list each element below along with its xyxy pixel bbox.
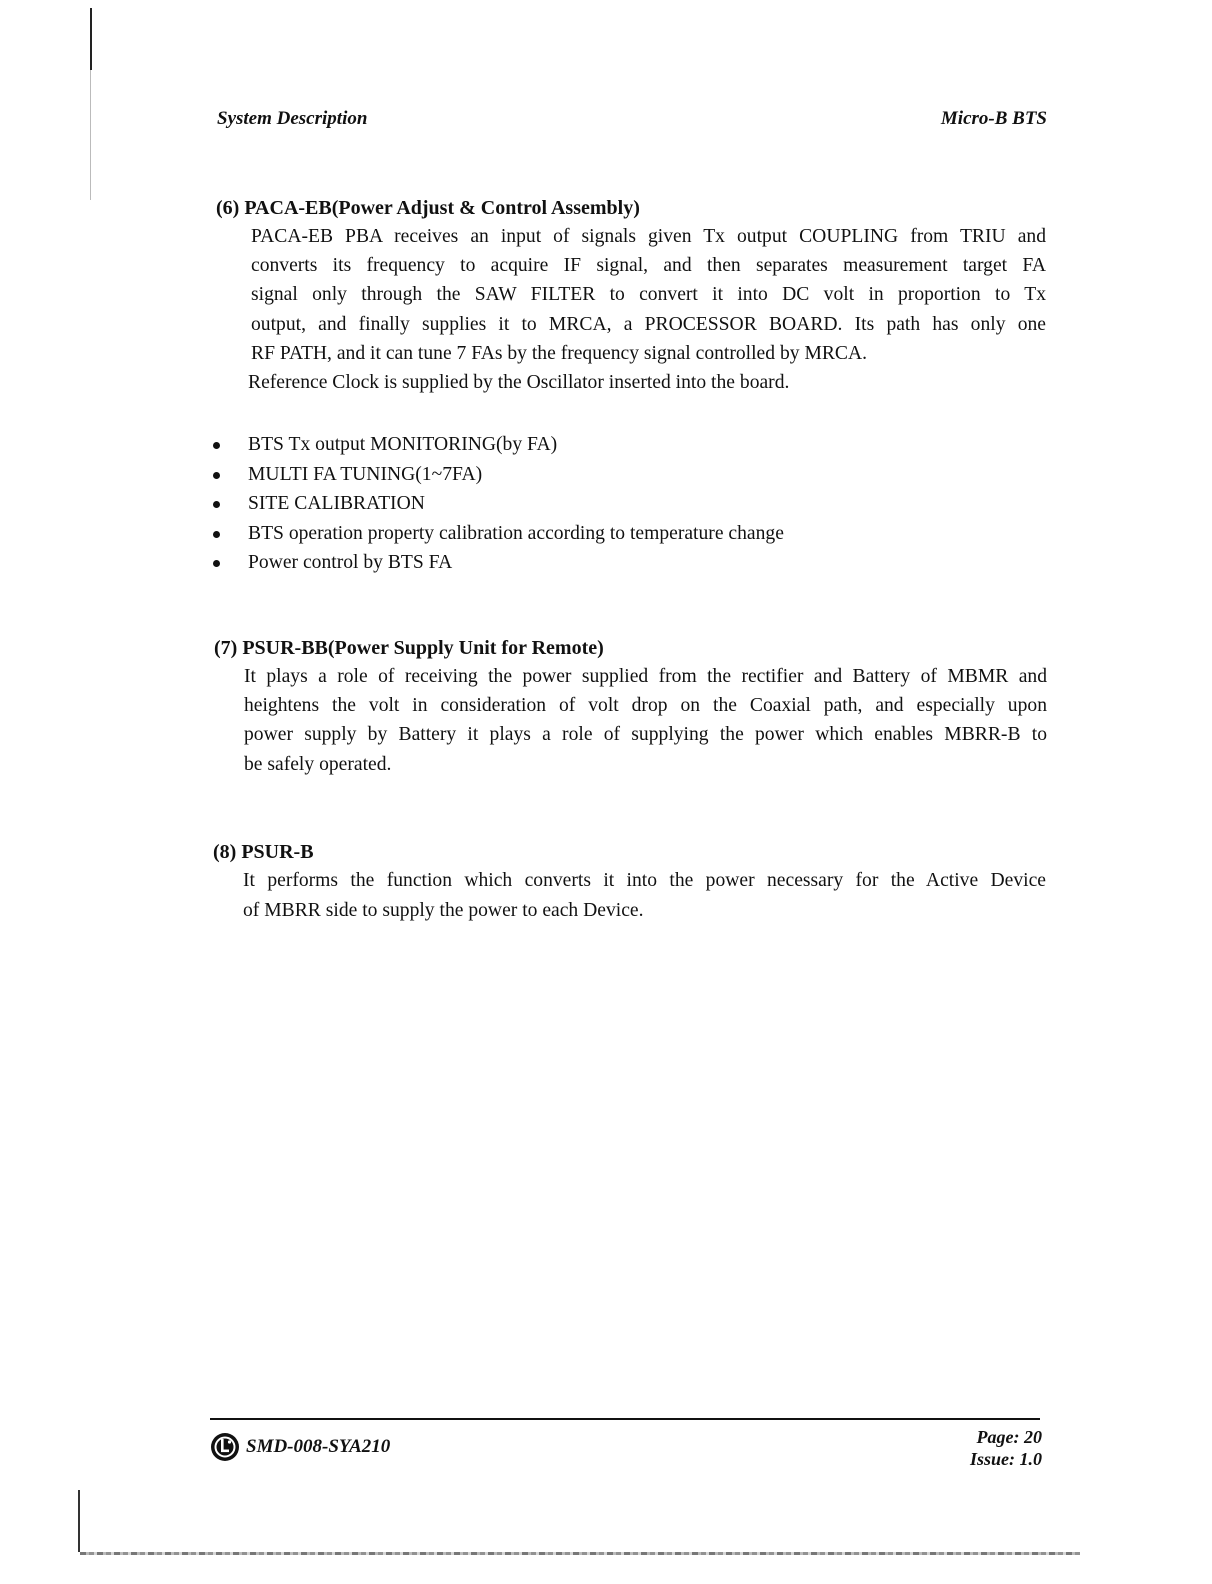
section-7-title: (7) PSUR-BB(Power Supply Unit for Remote) [214, 637, 604, 659]
lg-logo-icon [210, 1432, 240, 1462]
section-7-line: It plays a role of receiving the power supplied from the rectifier and Battery of MBMR and [244, 666, 1047, 687]
bullet-icon [213, 501, 220, 508]
bullet-text: Power control by BTS FA [248, 552, 453, 573]
section-7-line: heightens the volt in consideration of volt drop on the Coaxial path, and especially upon [244, 695, 1047, 716]
list-item [213, 548, 784, 578]
section-6-title: (6) PACA-EB(Power Adjust & Control Assembly) [216, 197, 640, 219]
bullet-icon [213, 531, 220, 538]
bullet-text: BTS Tx output MONITORING(by FA) [248, 434, 558, 455]
list-item [213, 460, 784, 490]
list-item [213, 430, 784, 460]
footer-issue: Issue: 1.0 [969, 1449, 1042, 1469]
footer-rule [210, 1418, 1040, 1420]
section-8-line: It performs the function which converts it into the power necessary for the Active Device [243, 870, 1046, 891]
footer-doc-id: SMD-008-SYA210 [246, 1436, 391, 1457]
section-7-line: be safely operated. [244, 754, 392, 775]
section-8-line: of MBRR side to supply the power to each Device. [243, 900, 644, 921]
section-6-line: converts its frequency to acquire IF signal, and then separates measurement target FA [251, 255, 1046, 276]
list-item [213, 489, 784, 519]
section-6-line: signal only through the SAW FILTER to convert it into DC volt in proportion to Tx [251, 284, 1046, 305]
section-6-bullet-list [213, 430, 784, 578]
section-6-line: output, and finally supplies it to MRCA, a PROCESSOR BOARD. Its path has only one [251, 314, 1046, 335]
bullet-icon [213, 472, 220, 479]
bullet-text: MULTI FA TUNING(1~7FA) [248, 463, 483, 485]
scan-margin-line-faint [90, 70, 91, 200]
scan-margin-line [90, 8, 92, 70]
bullet-text: BTS operation property calibration according to temperature change [248, 522, 784, 544]
header-left-title: System Description [217, 108, 368, 129]
scan-bottom-edge [80, 1552, 1080, 1555]
page-header [217, 108, 1047, 132]
header-right-title: Micro-B BTS [940, 108, 1047, 129]
section-7-line: power supply by Battery it plays a role of supplying the power which enables MBRR-B to [244, 724, 1047, 745]
section-6-line: PACA-EB PBA receives an input of signals given Tx output COUPLING from TRIU and [251, 226, 1046, 247]
section-6-line: RF PATH, and it can tune 7 FAs by the frequency signal controlled by MRCA. [251, 343, 868, 364]
list-item [213, 519, 784, 549]
scan-margin-line-bottom [78, 1490, 80, 1552]
section-6-line: Reference Clock is supplied by the Oscillator inserted into the board. [248, 372, 790, 393]
footer-page-number: Page: 20 [976, 1427, 1042, 1447]
section-8-title: (8) PSUR-B [213, 841, 314, 863]
bullet-text: SITE CALIBRATION [248, 493, 425, 514]
bullet-icon [213, 560, 220, 567]
bullet-icon [213, 442, 220, 449]
footer-page-info [970, 1426, 1042, 1470]
